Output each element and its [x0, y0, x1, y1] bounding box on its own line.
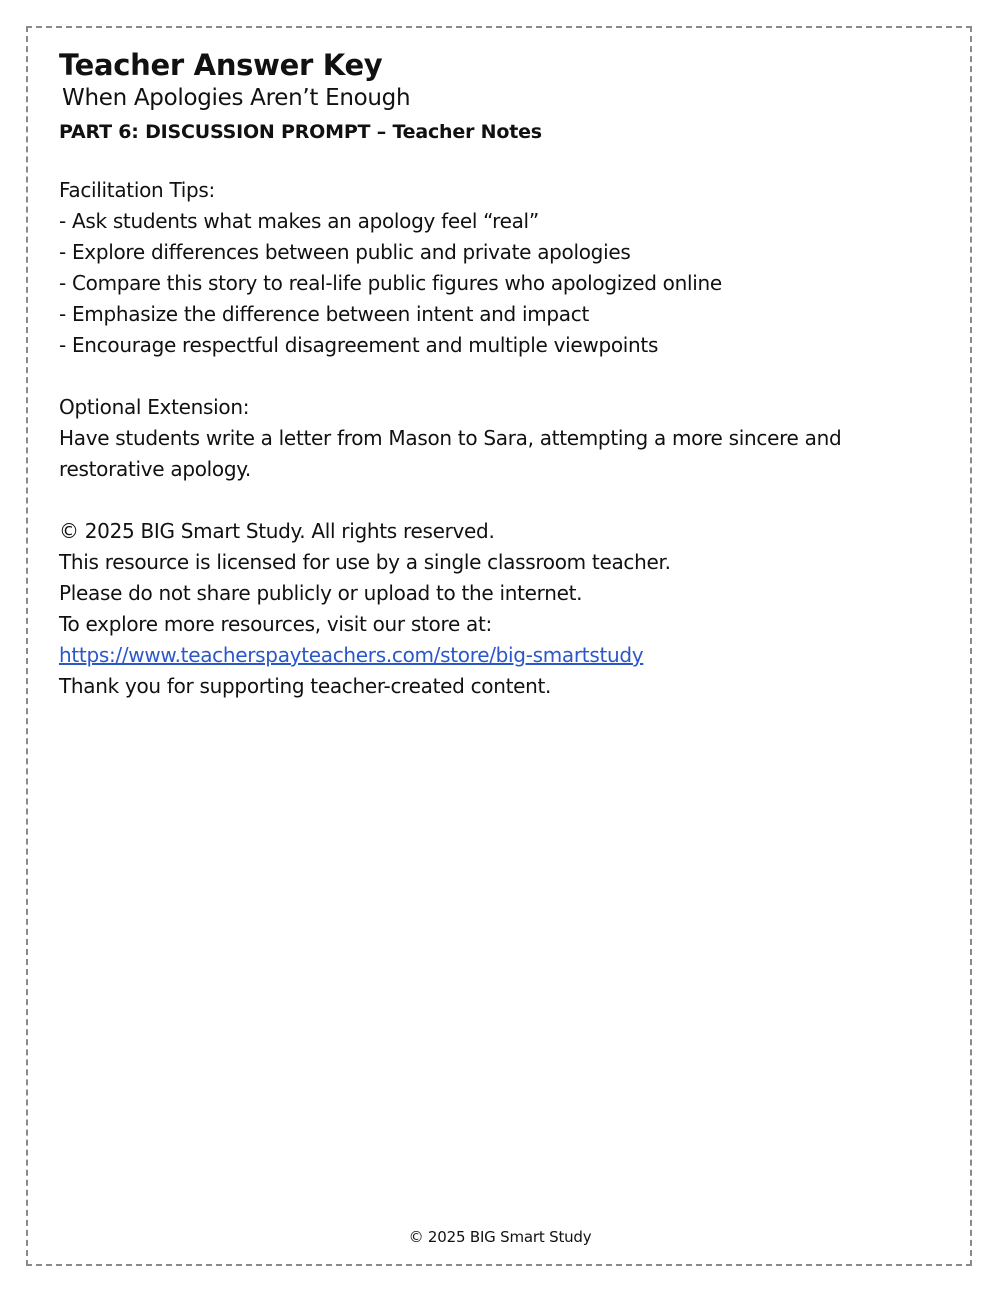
store-link-line	[59, 640, 939, 671]
page-title: Teacher Answer Key	[59, 48, 383, 82]
section-heading: PART 6: DISCUSSION PROMPT – Teacher Notes	[59, 121, 542, 143]
tip-item: - Compare this story to real-life public figures who apologized online	[59, 271, 722, 295]
facilitation-tips	[59, 175, 939, 361]
store-link[interactable]: https://www.teacherspayteachers.com/store/big-smartstudy	[59, 643, 644, 667]
facilitation-heading: Facilitation Tips:	[59, 178, 215, 202]
copyright-notice	[59, 516, 939, 702]
tip-item: - Emphasize the difference between intent and impact	[59, 302, 590, 326]
page-content	[59, 46, 939, 702]
tip-item: - Ask students what makes an apology feel “real”	[59, 209, 539, 233]
tip-item: - Explore differences between public and private apologies	[59, 240, 631, 264]
license-line: This resource is licensed for use by a single classroom teacher.	[59, 550, 671, 574]
extension-heading: Optional Extension:	[59, 395, 250, 419]
tip-item: - Encourage respectful disagreement and multiple viewpoints	[59, 333, 659, 357]
extension-text: Have students write a letter from Mason to Sara, attempting a more sincere and restorative apology.	[59, 426, 842, 481]
page-subtitle: When Apologies Aren’t Enough	[62, 85, 411, 111]
share-notice-line: Please do not share publicly or upload to the internet.	[59, 581, 583, 605]
copyright-line: © 2025 BIG Smart Study. All rights reserved.	[59, 519, 495, 543]
page-footer: © 2025 BIG Smart Study	[408, 1228, 592, 1246]
store-intro-line: To explore more resources, visit our store at:	[59, 612, 492, 636]
thank-you-line: Thank you for supporting teacher-created content.	[59, 674, 552, 698]
optional-extension	[59, 392, 939, 485]
